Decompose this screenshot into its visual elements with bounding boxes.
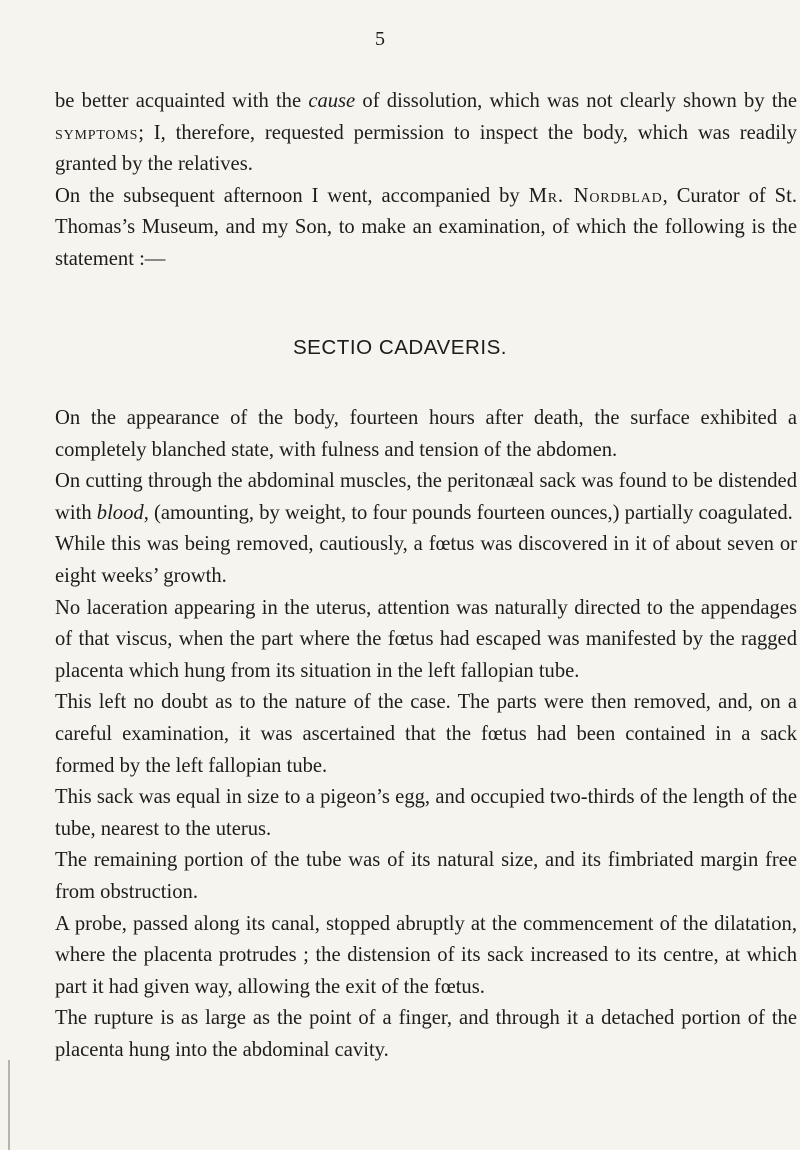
paragraph: No laceration appearing in the uterus, attention was naturally directed to the appendages of that viscus, when the part where the fœtus had escaped was manifested by the ragged placenta which hung from its situation in the left fallopian tube. [55,596,797,682]
text-run: , (amounting, by weight, to four pounds fourteen ounces,) partially coagulated. [143,501,793,524]
paragraph [55,181,797,276]
text-run: be better acquainted with the [55,90,309,112]
paragraph: The rupture is as large as the point of a finger, and through it a detached portion of the placenta hung into the abdominal cavity. [55,1007,797,1061]
emphasis-blood: blood [96,501,144,524]
paragraph: On the appearance of the body, fourteen hours after death, the surface exhibited a completely blanched state, with fulness and tension of the abdomen. [55,407,797,461]
text-run: ; I, therefore, requested permission to inspect the body, which was readily granted by the relatives. [55,121,797,176]
text-run: of dissolution, which was not clearly shown by the [355,90,797,112]
text-run: On the subsequent afternoon I went, accompanied by [55,184,529,207]
paragraph: While this was being removed, cautiously, a fœtus was discovered in it of about seven or eight weeks’ growth. [55,533,797,587]
opening-text [55,86,797,276]
paragraph [55,86,797,181]
small-caps-name: Mr. Nordblad [528,184,663,207]
page-edge-shadow [8,1060,10,1150]
emphasis-cause: cause [308,90,356,112]
paragraph [55,466,797,529]
paragraph: This sack was equal in size to a pigeon’s egg, and occupied two-thirds of the length of the tube, nearest to the uterus. [55,786,797,840]
small-caps-symptoms: symptoms [55,121,139,144]
text-run: , Curator of St. Thomas’s Museum, and my Son, to make an examination, of which the following is the statement :— [55,184,798,270]
paragraph: A probe, passed along its canal, stopped abruptly at the commencement of the dilatation, where the placenta protrudes ; the distension of its sack increased to its centre, at which part it had given way, allowing the exit of the fœtus. [55,912,797,998]
text-run: On cutting through the abdominal muscles, the peritonæal sack was found to be distended with [55,470,797,524]
body-text [55,403,797,1066]
page-number: 5 [375,28,385,50]
paragraph: This left no doubt as to the nature of the case. The parts were then removed, and, on a careful examination, it was ascertained that the fœtus had been contained in a sack formed by the left fallopian tube. [55,691,797,777]
paragraph: The remaining portion of the tube was of its natural size, and its fimbriated margin free from obstruction. [55,849,797,903]
section-heading: SECTIO CADAVERIS. [292,336,508,359]
